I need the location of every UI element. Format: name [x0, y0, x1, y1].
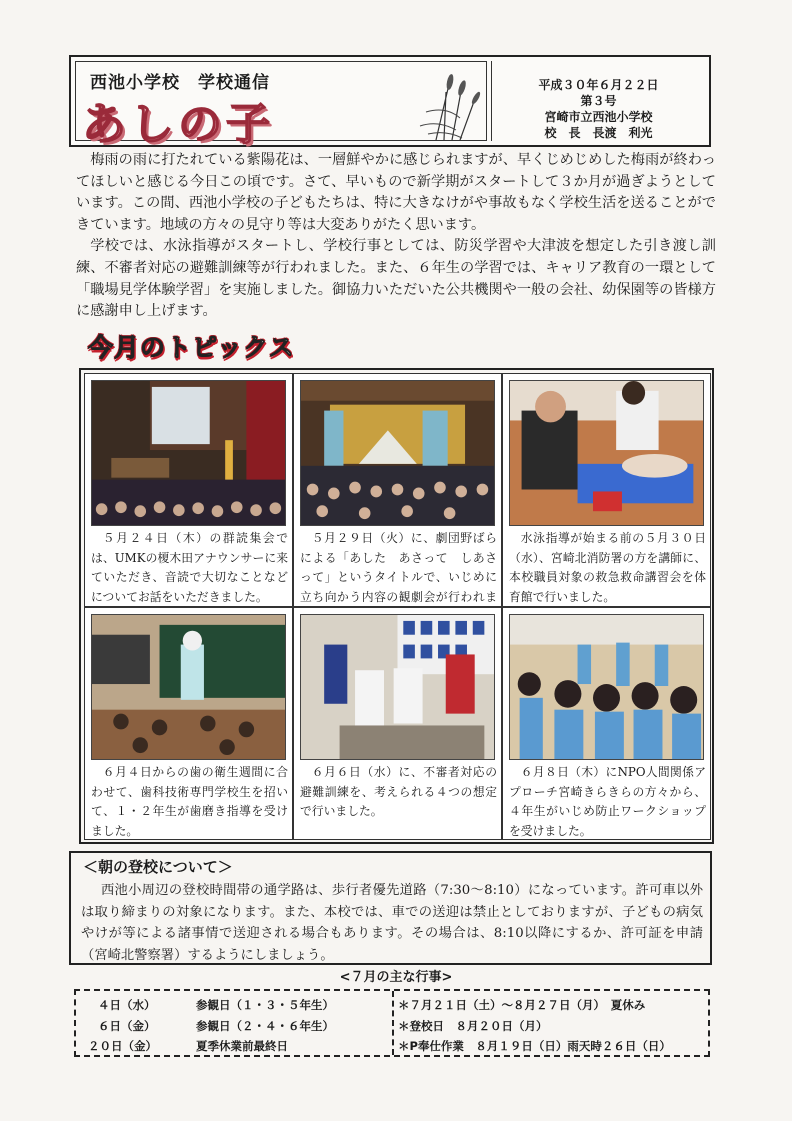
school-name: 西池小学校 学校通信 [90, 73, 270, 93]
topic-photo-5 [300, 614, 495, 760]
masthead-info [491, 61, 705, 141]
topic-caption-6: ６月８日（木）にNPO人間関係アプローチ宮崎きらきらの方々から、４年生がいじめ防止ワークショップを受けました。 [509, 765, 706, 838]
event-right-3: ＊P奉仕作業 ８月１９日（日）雨天時２６日（日） [398, 1039, 671, 1053]
topic-photo-6 [509, 614, 704, 760]
event-right-2: ＊登校日 ８月２０日（月） [398, 1019, 548, 1033]
publisher: 宮崎市立西池小学校 [544, 110, 653, 124]
topic-card-3 [502, 373, 711, 607]
topic-caption-5: ６月６日（水）に、不審者対応の避難訓練を、考えられる４つの想定で行いました。 [300, 765, 497, 818]
topic-photo-3 [509, 380, 704, 526]
morning-notice-body: 西池小周辺の登校時間帯の通学路は、歩行者優先道路（7:30～8:10）になっています。許可車以外は取り締まりの対象になります。また、本校では、車での送迎は禁止としておりますが、子どもの病気やけが等による諸事情で送迎される場合もあります。その場合は、8:10以降にするか、許可証を申請（宮崎北警察署）するようにしましょう。 [81, 883, 703, 963]
morning-notice-title: ＜朝の登校について＞ [83, 858, 233, 876]
principal: 校 長 長渡 利光 [544, 126, 653, 140]
topic-photo-2 [300, 380, 495, 526]
topic-caption-2: ５月２９日（火）に、劇団野ばらによる「あした あさって しあさって」というタイトルで、いじめに立ち向かう内容の観劇会が行われま [300, 531, 497, 604]
issue-number: 第３号 [580, 94, 617, 108]
event-left-1-text: 参観日（１・３・５年生） [196, 998, 334, 1012]
topic-card-5 [293, 607, 502, 840]
intro-paragraph-1: 梅雨の雨に打たれている紫陽花は、一層鮮やかに感じられますが、早くじめじめした梅雨が終わってほしいと感じる今日この頃です。さて、早いもので新学期がスタートして３か月が過ぎようとしています。この間、西池小学校の子どもたちは、特に大きなけがや事故もなく学校生活を送ることができています。地域の方々の見守り等は大変ありがたく思います。 [76, 152, 716, 233]
topic-photo-4 [91, 614, 286, 760]
topic-caption-4: ６月４日からの歯の衛生週間に合わせて、歯科技術専門学校生を招いて、１・２年生が歯磨き指導を受けました。 [91, 765, 288, 838]
event-left-3-text: 夏季休業前最終日 [196, 1039, 288, 1053]
intro-text [76, 150, 716, 323]
masthead-title-block [75, 61, 487, 150]
topic-card-2 [293, 373, 502, 607]
issue-date: 平成３０年６月２２日 [538, 78, 659, 92]
reed-illustration-icon [416, 72, 486, 142]
july-events-box [74, 989, 710, 1057]
newsletter-logo: あしの子 [82, 99, 274, 150]
intro-paragraph-2: 学校では、水泳指導がスタートし、学校行事としては、防災学習や大津波を想定した引き渡し訓練、不審者対応の避難訓練等が行われました。また、６年生の学習では、キャリア教育の一環として「職場見学体験学習」を実施しました。御協力いただいた公共機関や一般の会社、幼保園等の皆様方に感謝申し上げます。 [76, 238, 716, 320]
event-left-3-date: ２０日（金） [88, 1039, 157, 1053]
events-divider [392, 991, 394, 1055]
topic-caption-1: ５月２４日（木）の群読集会では、UMKの榎木田アナウンサーに来ていただき、音読で大切なことなどについてお話をいただきました。 [91, 531, 288, 604]
topic-card-1 [84, 373, 293, 607]
topics-grid [79, 368, 714, 844]
event-left-1-date: ４日（水） [98, 998, 156, 1012]
topics-heading: 今月のトピックス [88, 333, 295, 362]
topic-card-4 [84, 607, 293, 840]
masthead [69, 55, 711, 150]
morning-commute-notice [69, 851, 712, 965]
events-heading: <７月の主な行事> [339, 970, 453, 985]
topic-card-6 [502, 607, 711, 840]
event-right-1: ＊７月２１日（土）～８月２７日（月） 夏休み [398, 998, 646, 1012]
event-left-2-text: 参観日（２・４・６年生） [196, 1019, 334, 1033]
topic-caption-3: 水泳指導が始まる前の５月３０日（水）、宮崎北消防署の方を講師に、本校職員対象の救急救命講習会を体育館で行いました。 [509, 531, 706, 604]
topic-photo-1 [91, 380, 286, 526]
event-left-2-date: ６日（金） [98, 1019, 156, 1033]
